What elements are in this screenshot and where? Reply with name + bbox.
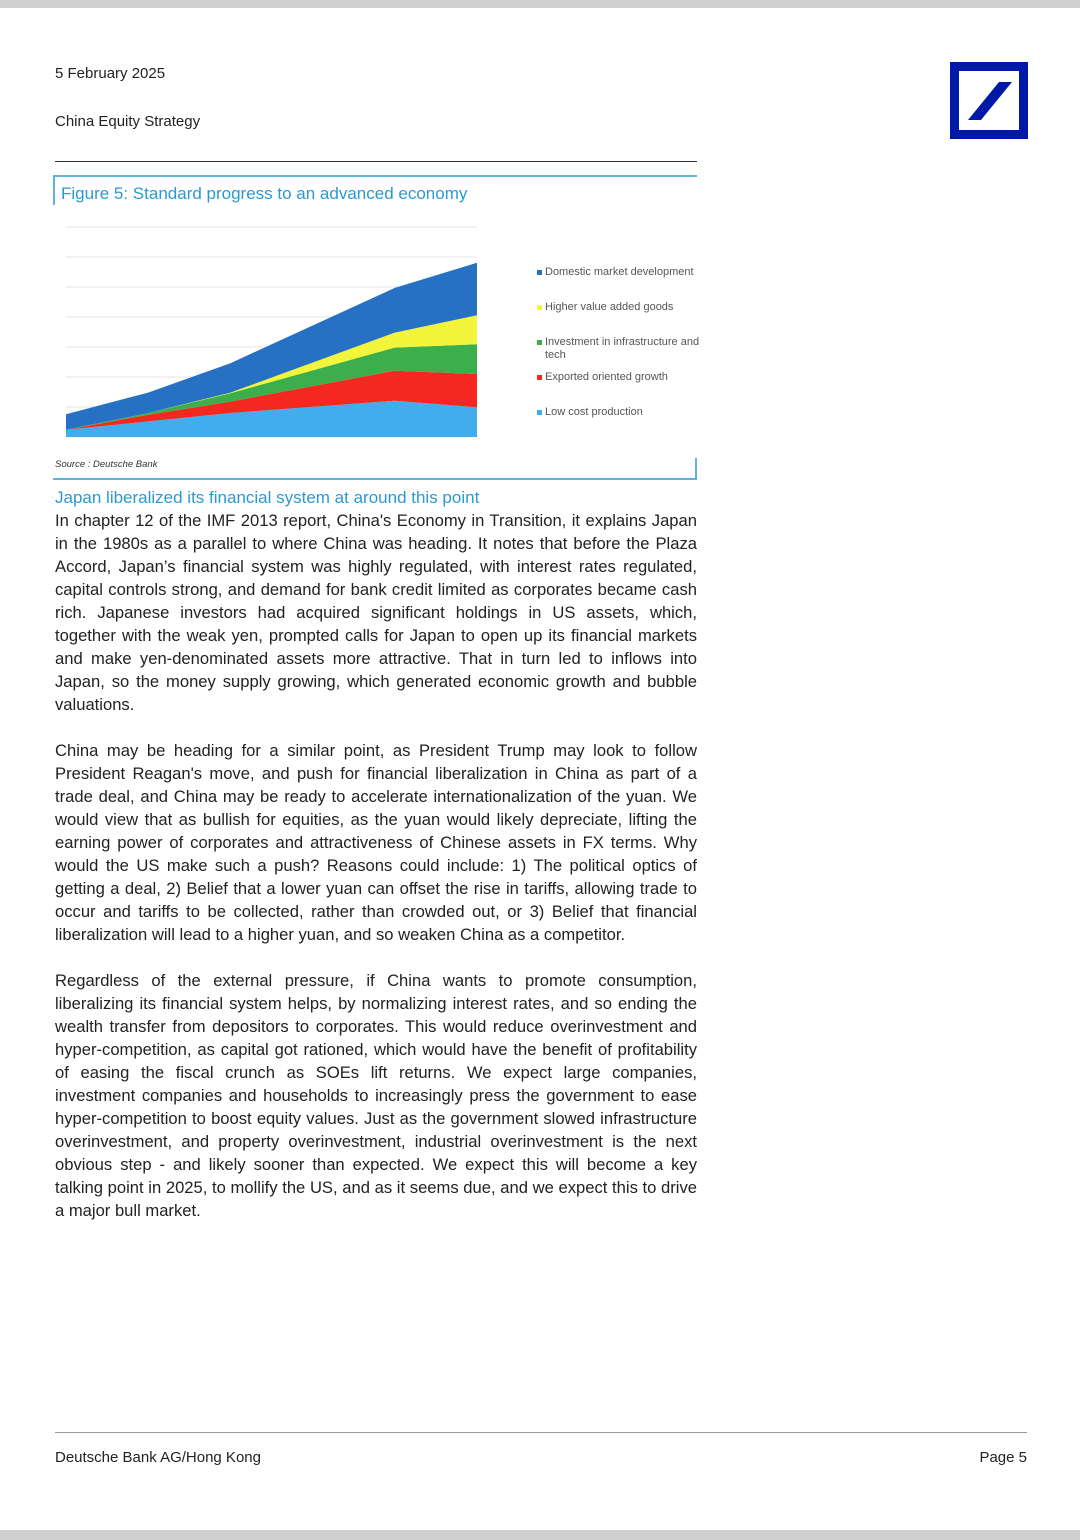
legend-item	[537, 266, 705, 279]
paragraph: China may be heading for a similar point, as President Trump may look to follow President Reagan's move, and push for financial liberalization in China as part of a trade deal, and China may be ready to accelerate internationalization of the yuan. We would view that as bullish for equities, as the yuan would likely depreciate, lifting the earning power of corporates and attractiveness of Chinese assets in FX terms. Why would the US make such a push? Reasons could include: 1) The political optics of getting a deal, 2) Belief that a lower yuan can offset the rise in tariffs, allowing trade to occur and tariffs to be collected, rather than crowded out, or 3) Belief that financial liberalization will lead to a higher yuan, and so weaken China as a competitor.	[55, 741, 697, 944]
deutsche-bank-logo	[950, 62, 1028, 139]
figure-source: Source : Deutsche Bank	[55, 459, 158, 470]
footer-company: Deutsche Bank AG/Hong Kong	[55, 1449, 261, 1466]
figure-frame-right	[695, 458, 697, 480]
figure-title: Figure 5: Standard progress to an advanced economy	[61, 184, 468, 203]
page-number: Page 5	[979, 1449, 1027, 1466]
paragraph: In chapter 12 of the IMF 2013 report, China's Economy in Transition, it explains Japan in the 1980s as a parallel to where China was heading. It notes that before the Plaza Accord, Japan’s financial system was highly regulated, with interest rates regulated, capital controls strong, and demand for bank credit limited as corporates became cash rich. Japanese investors had acquired significant holdings in US assets, which, together with the weak yen, prompted calls for Japan to open up its financial markets and make yen-denominated assets more attractive. That in turn led to inflows into Japan, so the money supply growing, which generated economic growth and bubble valuations.	[55, 511, 697, 714]
article-body	[55, 509, 697, 1245]
legend-label: Investment in infrastructure and tech	[545, 336, 700, 361]
legend-label: Low cost production	[545, 406, 643, 418]
header-rule	[55, 161, 697, 162]
legend-item	[537, 301, 705, 314]
paragraph: Regardless of the external pressure, if China wants to promote consumption, liberalizing its financial system helps, by normalizing interest rates, and so ending the wealth transfer from depositors to corporates. This would reduce overinvestment and hyper-competition, as capital got rationed, which would have the benefit of profitability of easing the fiscal crunch as SOEs lift returns. We expect large companies, investment companies and households to increasingly press the government to ease hyper-competition to boost equity values. Just as the government slowed infrastructure overinvestment, and property overinvestment, industrial overinvestment is the next obvious step - and likely sooner than expected. We expect this will become a key talking point in 2025, to mollify the US, and as it seems due, and we expect this to drive a major bull market.	[55, 971, 697, 1220]
legend-label: Higher value added goods	[545, 301, 674, 313]
report-series: China Equity Strategy	[55, 113, 201, 130]
report-date: 5 February 2025	[55, 65, 166, 82]
legend-item	[537, 406, 705, 419]
legend-swatch	[537, 305, 542, 310]
legend-label: Domestic market development	[545, 266, 694, 278]
bottom-border	[0, 1530, 1080, 1540]
legend-swatch	[537, 410, 542, 415]
footer-rule	[55, 1432, 1027, 1433]
figure-frame-left	[53, 175, 55, 205]
legend-swatch	[537, 340, 542, 345]
top-border	[0, 0, 1080, 8]
legend-label: Exported oriented growth	[545, 371, 668, 383]
legend-item	[537, 371, 705, 384]
legend-swatch	[537, 270, 542, 275]
legend-swatch	[537, 375, 542, 380]
legend-item	[537, 336, 705, 362]
figure-frame-bottom	[53, 478, 697, 480]
section-subheading: Japan liberalized its financial system at around this point	[55, 488, 480, 507]
figure-frame-top	[53, 175, 697, 177]
